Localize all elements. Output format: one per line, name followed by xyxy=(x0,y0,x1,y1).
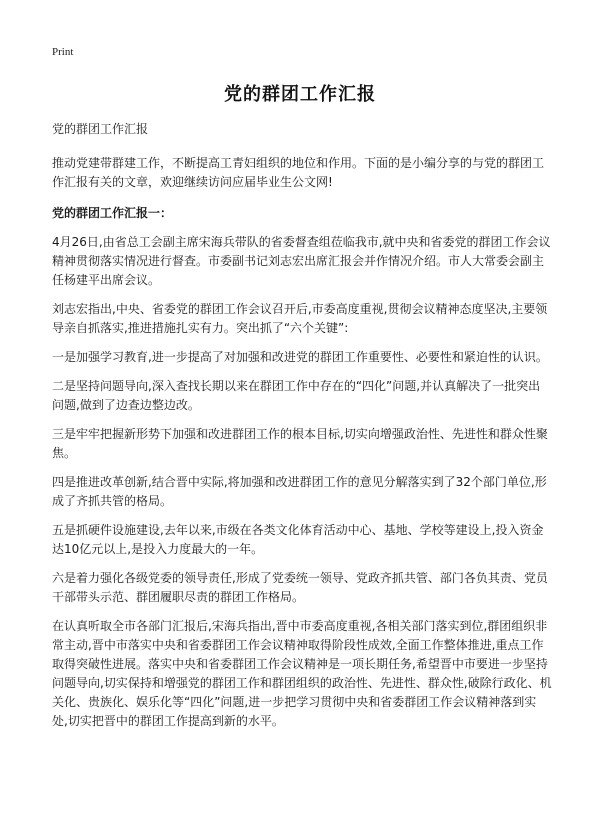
paragraph: 三是牢牢把握新形势下加强和改进群团工作的根本目标,切实向增强政治性、先进性和群众性聚焦。 xyxy=(52,427,548,460)
intro-paragraph: 推动党建带群建工作，不断提高工青妇组织的地位和作用。下面的是小编分享的与党的群团工作汇报有关的文章，欢迎继续访问应届毕业生公文网! xyxy=(52,156,545,189)
section-heading: 党的群团工作汇报一： xyxy=(52,206,173,220)
paragraph: 五是抓硬件设施建设,去年以来,市级在各类文化体育活动中心、基地、学校等建设上,投入资金达10亿元以上,是投入力度最大的一年。 xyxy=(52,523,544,556)
document-title: 党的群团工作汇报 xyxy=(224,84,376,105)
paragraph: 在认真听取全市各部门汇报后,宋海兵指出,晋中市委高度重视,各相关部门落实到位,群团组织非常主动,晋中市落实中央和省委群团工作会议精神取得阶段性成效,全面工作整体推进,重点工作取得突破性进展。落实中央和省委群团工作会议精神是一项长期任务,希望晋中市要进一步坚持问题导向,切实保持和增强党的群团工作和群团组织的政治性、先进性、群众性,破除行政化、机关化、贵族化、娱乐化等“四化”问题,进一步把学习贯彻中央和省委群团工作会议精神落到实处,切实把晋中的群团工作提高到新的水平。 xyxy=(52,619,552,728)
paragraph: 4月26日,由省总工会副主席宋海兵带队的省委督查组莅临我市,就中央和省委党的群团工作会议精神贯彻落实情况进行督查。市委副书记刘志宏出席汇报会并作情况介绍。市人大常委会副主任杨建平出席会议。 xyxy=(52,235,551,287)
print-label: Print xyxy=(52,46,74,58)
paragraph: 四是推进改革创新,结合晋中实际,将加强和改进群团工作的意见分解落实到了32个部门单位,形成了齐抓共管的格局。 xyxy=(52,475,547,508)
paragraph: 刘志宏指出,中央、省委党的群团工作会议召开后,市委高度重视,贯彻会议精神态度坚决,主要领导亲自抓落实,推进措施扎实有力。突出抓了“六个关键”: xyxy=(52,302,548,335)
paragraph: 一是加强学习教育,进一步提高了对加强和改进党的群团工作重要性、必要性和紧迫性的认识。 xyxy=(52,350,548,364)
paragraph: 二是坚持问题导向,深入查找长期以来在群团工作中存在的“四化”问题,并认真解决了一批突出问题,做到了边查边整边改。 xyxy=(52,379,541,412)
paragraph: 六是着力强化各级党委的领导责任,形成了党委统一领导、党政齐抓共管、部门各负其责、党员干部带头示范、群团履职尽责的群团工作格局。 xyxy=(52,571,548,604)
document-subtitle: 党的群团工作汇报 xyxy=(52,122,149,136)
document-body xyxy=(52,120,552,741)
